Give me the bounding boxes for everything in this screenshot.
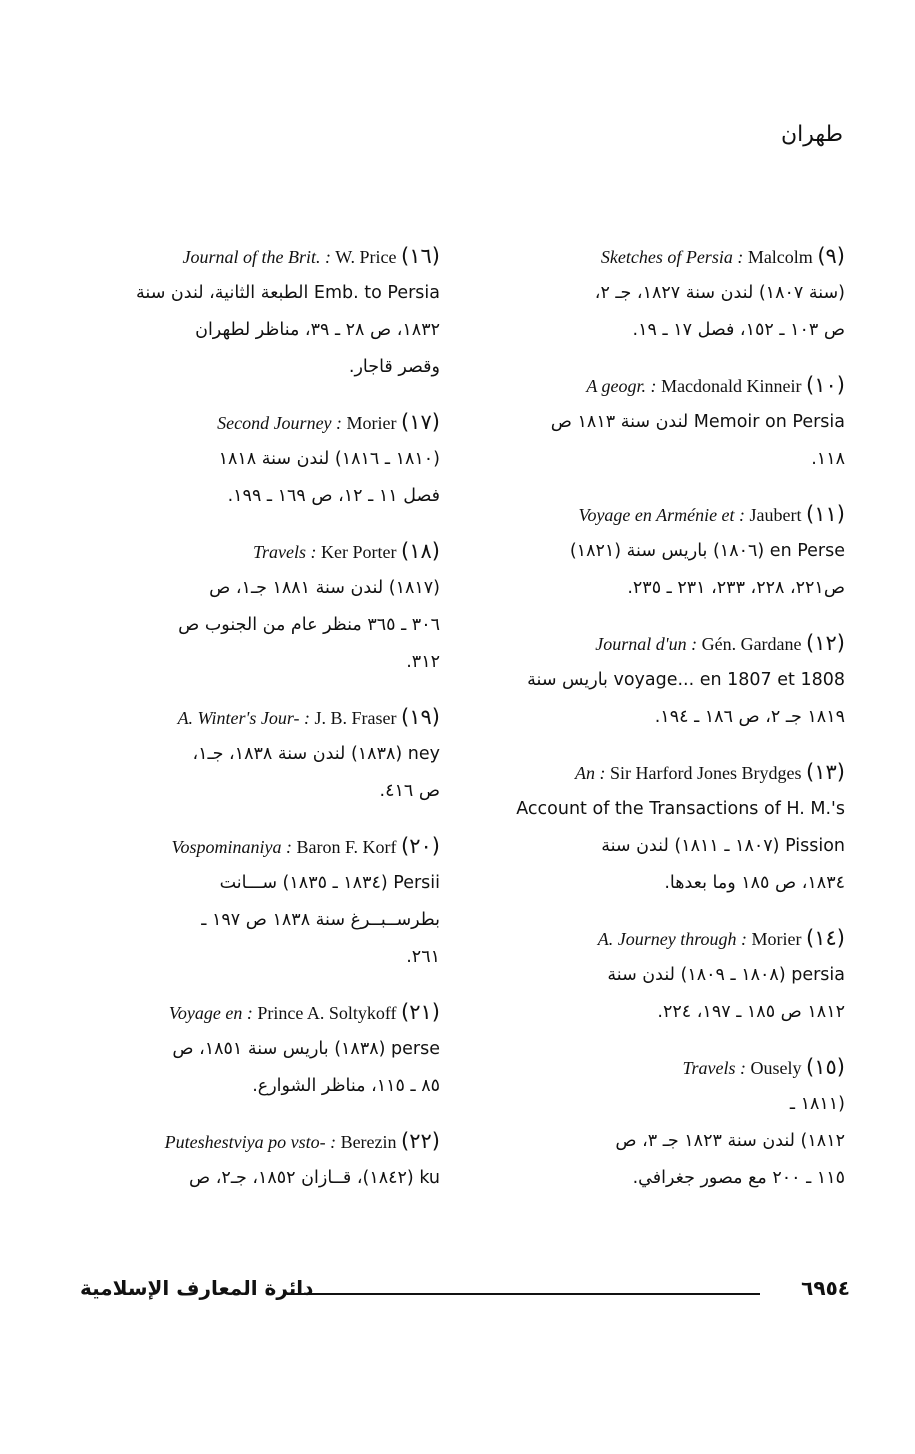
- entry-heading: [80, 828, 440, 865]
- bibliography-entry: [80, 699, 440, 810]
- author-name: Macdonald Kinneir: [661, 376, 802, 396]
- bibliography-entry: [80, 828, 440, 976]
- author-name: Prince A. Soltykoff: [257, 1003, 397, 1023]
- work-title: A. Journey through :: [597, 929, 748, 949]
- bibliography-entry: [485, 496, 845, 607]
- entry-heading: [485, 238, 845, 275]
- entry-number: (١٦): [401, 244, 440, 268]
- bibliography-entry: [485, 238, 845, 349]
- entry-heading: [485, 367, 845, 404]
- entry-line: ku (١٨٤٢)، قــازان ١٨٥٢، جـ٢، ص: [189, 1168, 440, 1188]
- work-title: Travels :: [253, 542, 317, 562]
- entry-line: بطرســبــرغ سنة ١٨٣٨ ص ١٩٧ ـ: [201, 910, 440, 930]
- entry-citation-head: [601, 247, 813, 267]
- author-name: Morier: [346, 413, 397, 433]
- entry-heading: [80, 699, 440, 736]
- entry-number: (٩): [817, 244, 845, 268]
- entry-number: (٢١): [401, 1000, 440, 1024]
- work-title: Sketches of Persia :: [600, 247, 744, 267]
- entry-line: ney (١٨٣٨) لندن سنة ١٨٣٨، جـ١،: [192, 744, 440, 764]
- entry-line: perse (١٨٣٨) باريس سنة ١٨٥١، ص: [172, 1039, 440, 1059]
- entry-heading: [485, 1049, 845, 1086]
- entry-citation-head: [217, 413, 396, 433]
- publication-title: دائرة المعارف الإسلامية: [80, 1276, 314, 1300]
- entry-citation-head: [598, 929, 802, 949]
- bibliography-entry: [485, 367, 845, 478]
- entry-citation-head: [183, 247, 397, 267]
- entry-number: (١٠): [806, 373, 845, 397]
- entry-line: en Perse (١٨٠٦) باريس سنة (١٨٢١): [569, 541, 845, 561]
- entry-citation-head: [575, 763, 801, 783]
- author-name: J. B. Fraser: [314, 708, 397, 728]
- entry-heading: [80, 994, 440, 1031]
- right-column: [485, 238, 845, 1215]
- entry-line: Memoir on Persia لندن سنة ١٨١٣ ص: [550, 412, 845, 432]
- entry-heading: [485, 920, 845, 957]
- left-column: [80, 238, 440, 1215]
- bibliography-entry: [485, 754, 845, 902]
- entry-number: (١١): [806, 502, 845, 526]
- entry-number: (١٨): [401, 539, 440, 563]
- entry-line: Pission (١٨٠٧ ـ ١٨١١) لندن سنة: [601, 836, 845, 856]
- entry-citation-head: [578, 505, 801, 525]
- entry-line: (١٨١٠ ـ ١٨١٦) لندن سنة ١٨١٨: [218, 449, 440, 469]
- entry-number: (١٣): [806, 760, 845, 784]
- entry-line: وقصر قاجار.: [348, 357, 440, 377]
- entry-citation-head: [683, 1058, 802, 1078]
- work-title: Travels :: [682, 1058, 747, 1078]
- entry-line: ١٨١٩ جـ ٢، ص ١٨٦ ـ ١٩٤.: [654, 707, 845, 727]
- entry-line: ١١٨.: [811, 449, 845, 469]
- page-number: ٦٩٥٤: [801, 1276, 850, 1300]
- entry-line: ص ٤١٦.: [379, 781, 440, 801]
- entry-line: (١٨١٧) لندن سنة ١٨٨١ جـ١، ص: [209, 578, 440, 598]
- author-name: W. Price: [335, 247, 397, 267]
- entry-line: voyage... en 1807 et 1808 باريس سنة: [527, 670, 845, 690]
- author-name: Berezin: [340, 1132, 397, 1152]
- entry-heading: [80, 238, 440, 275]
- entry-line: ص ١٠٣ ـ ١٥٢، فصل ١٧ ـ ١٩.: [632, 320, 845, 340]
- author-name: Jaubert: [749, 505, 802, 525]
- author-name: Sir Harford Jones Brydges: [610, 763, 802, 783]
- bibliography-entry: [80, 404, 440, 515]
- entry-line: ١٨١٢) لندن سنة ١٨٢٣ جـ ٣، ص: [615, 1131, 845, 1151]
- entry-citation-head: [171, 837, 396, 857]
- entry-heading: [80, 533, 440, 570]
- entry-heading: [80, 404, 440, 441]
- entry-line: Emb. to Persia الطبعة الثانية، لندن سنة: [136, 283, 440, 303]
- entry-line: ٢٦١.: [406, 947, 440, 967]
- entry-heading: [485, 625, 845, 662]
- bibliography-entry: [80, 533, 440, 681]
- work-title: Journal of the Brit. :: [182, 247, 332, 267]
- author-name: Malcolm: [747, 247, 813, 267]
- entry-heading: [485, 496, 845, 533]
- bibliography-entry: [80, 994, 440, 1105]
- bibliography-entry: [80, 1123, 440, 1197]
- author-name: Baron F. Korf: [296, 837, 397, 857]
- footer-rule: [290, 1293, 760, 1295]
- author-name: Gén. Gardane: [701, 634, 802, 654]
- work-title: A. Winter's Jour- :: [177, 708, 311, 728]
- entry-line: Persii (١٨٣٤ ـ ١٨٣٥) ســـانت: [219, 873, 440, 893]
- work-title: An :: [575, 763, 606, 783]
- entry-citation-head: [178, 708, 397, 728]
- work-title: Second Journey :: [217, 413, 343, 433]
- entry-citation-head: [595, 634, 801, 654]
- bibliography-entry: [485, 1049, 845, 1197]
- entry-line: ١٨٣٢، ص ٢٨ ـ ٣٩، مناظر لطهران: [195, 320, 440, 340]
- entry-number: (١٥): [806, 1055, 845, 1079]
- bibliography-entry: [80, 238, 440, 386]
- entry-line: ١٨١٢ ص ١٨٥ ـ ١٩٧، ٢٢٤.: [657, 1002, 845, 1022]
- author-name: Ousely: [750, 1058, 802, 1078]
- entry-line: ٣٠٦ ـ ٣٦٥ منظر عام من الجنوب ص: [178, 615, 440, 635]
- entry-line: (١٨١١ ـ: [789, 1094, 845, 1114]
- entry-number: (٢٠): [401, 834, 440, 858]
- entry-number: (١٩): [401, 705, 440, 729]
- work-title: Puteshestviya po vsto- :: [164, 1132, 337, 1152]
- work-title: Voyage en :: [168, 1003, 253, 1023]
- work-title: Vospominaniya :: [171, 837, 292, 857]
- entry-citation-head: [586, 376, 801, 396]
- entry-line: ٣١٢.: [406, 652, 440, 672]
- page-footer: [80, 1276, 850, 1310]
- entry-heading: [80, 1123, 440, 1160]
- entry-line: persia (١٨٠٨ ـ ١٨٠٩) لندن سنة: [607, 965, 845, 985]
- author-name: Morier: [751, 929, 802, 949]
- bibliography-entry: [485, 625, 845, 736]
- work-title: A geogr. :: [586, 376, 657, 396]
- entry-citation-head: [165, 1132, 397, 1152]
- running-head: طهران: [780, 122, 843, 147]
- entry-number: (١٧): [401, 410, 440, 434]
- entry-line: ٨٥ ـ ١١٥، مناظر الشوارع.: [252, 1076, 440, 1096]
- entry-citation-head: [169, 1003, 397, 1023]
- entry-line: ص٢٢١، ٢٢٨، ٢٣٣، ٢٣١ ـ ٢٣٥.: [627, 578, 845, 598]
- entry-line: Account of the Transactions of H. M.'s: [516, 799, 845, 819]
- entry-line: (سنة ١٨٠٧) لندن سنة ١٨٢٧، جـ ٢،: [594, 283, 845, 303]
- entry-number: (١٢): [806, 631, 845, 655]
- entry-line: ١١٥ ـ ٢٠٠ مع مصور جغرافي.: [632, 1168, 845, 1188]
- work-title: Journal d'un :: [595, 634, 698, 654]
- entry-citation-head: [253, 542, 397, 562]
- work-title: Voyage en Arménie et :: [578, 505, 746, 525]
- entry-number: (٢٢): [401, 1129, 440, 1153]
- entry-number: (١٤): [806, 926, 845, 950]
- bibliography-entry: [485, 920, 845, 1031]
- author-name: Ker Porter: [321, 542, 397, 562]
- entry-heading: [485, 754, 845, 791]
- entry-line: فصل ١١ ـ ١٢، ص ١٦٩ ـ ١٩٩.: [227, 486, 440, 506]
- entry-line: ١٨٣٤، ص ١٨٥ وما بعدها.: [664, 873, 845, 893]
